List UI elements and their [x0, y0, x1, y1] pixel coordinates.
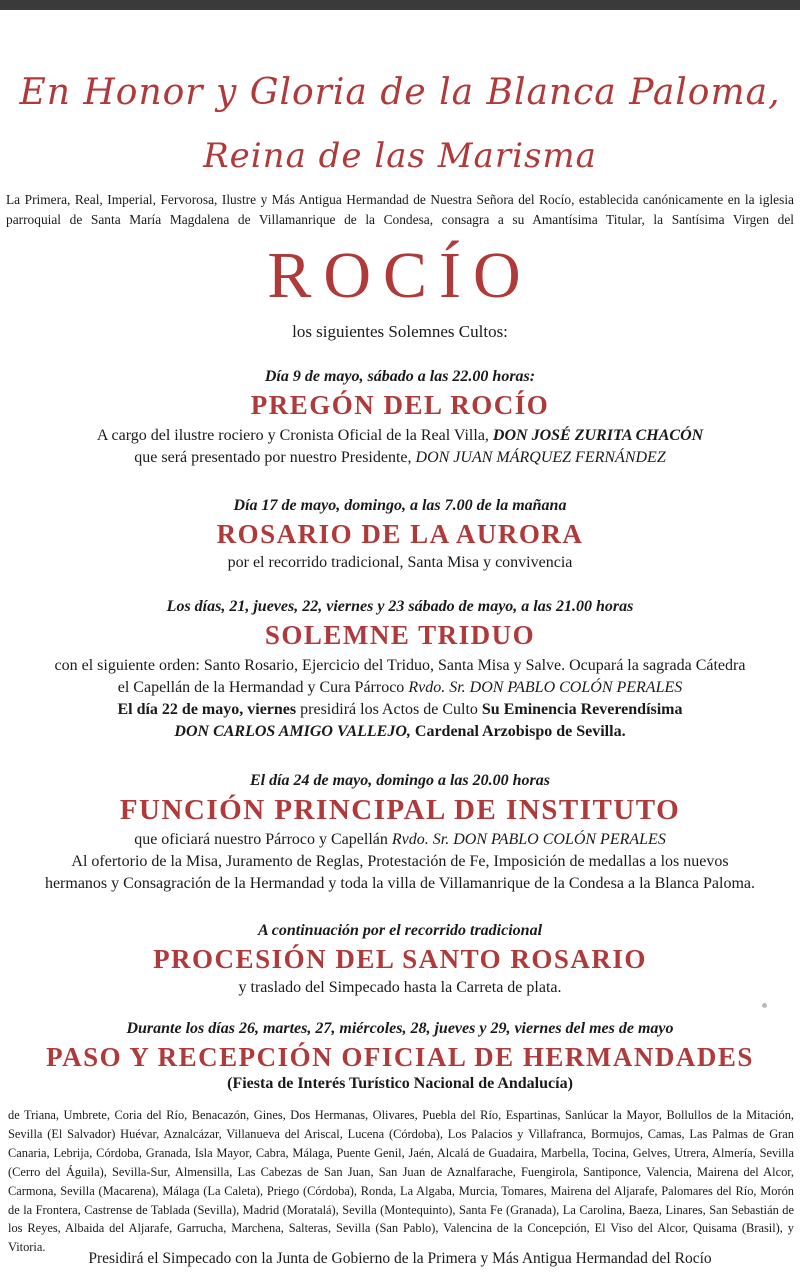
event-text-part: que será presentado por nuestro Presidente, — [134, 449, 416, 466]
event-text-part: que oficiará nuestro Párroco y Capellán — [134, 831, 392, 848]
person-name: DON JOSÉ ZURITA CHACÓN — [492, 427, 704, 444]
event-text: por el recorrido tradicional, Santa Misa y convivencia — [227, 554, 573, 571]
event-text — [0, 829, 800, 851]
event-text — [0, 677, 800, 699]
event-heading: SOLEMNE TRIDUO — [264, 620, 536, 650]
event-text-part: Cardenal Arzobispo de Sevilla. — [410, 723, 626, 740]
event-heading: FUNCIÓN PRINCIPAL DE INSTITUTO — [119, 794, 681, 826]
event-date: Día 9 de mayo, sábado a las 22.00 horas: — [264, 368, 536, 385]
event-text — [0, 425, 800, 447]
heading-script-line2: Reina de las Marisma — [203, 136, 597, 176]
event-date: Día 17 de mayo, domingo, a las 7.00 de la mañana — [233, 497, 567, 514]
event-procesion — [0, 922, 800, 999]
intro-paragraph: La Primera, Real, Imperial, Fervorosa, Ilustre y Más Antigua Hermandad de Nuestra Señora del Rocío, establecida canónicamente en la iglesia parroquial de Santa María Magdalena de Villamanrique de la Condesa, consagra a su Amantísima Titular, la Santísima Virgen del — [6, 192, 794, 227]
event-heading: PREGÓN DEL ROCÍO — [250, 390, 550, 420]
person-name: DON CARLOS AMIGO VALLEJO, — [174, 723, 411, 740]
event-text-part: El día 22 de mayo, viernes — [117, 701, 297, 718]
event-paso — [0, 1020, 800, 1093]
event-text — [0, 699, 800, 721]
event-text: con el siguiente orden: Santo Rosario, Ejercicio del Triduo, Santa Misa y Salve. Ocupará la sagrada Cátedra — [54, 657, 746, 674]
event-date: Los días, 21, jueves, 22, viernes y 23 sábado de mayo, a las 21.00 horas — [166, 598, 634, 615]
event-text: hermanos y Consagración de la Hermandad y toda la villa de Villamanrique de la Condesa a la Blanca Paloma. — [44, 875, 756, 892]
event-subheading: (Fiesta de Interés Turístico Nacional de Andalucía) — [227, 1075, 573, 1092]
event-text: Al ofertorio de la Misa, Juramento de Reglas, Protestación de Fe, Imposición de medallas a los nuevos — [71, 853, 729, 870]
print-speck — [762, 1003, 767, 1008]
event-text: y traslado del Simpecado hasta la Carreta de plata. — [238, 979, 562, 996]
event-text-part: A cargo del ilustre rociero y Cronista Oficial de la Real Villa, — [96, 427, 493, 444]
main-title: ROCÍO — [267, 239, 533, 312]
event-text-part: Su Eminencia Reverendísima — [481, 701, 683, 718]
event-date: El día 24 de mayo, domingo a las 20.00 horas — [249, 772, 551, 789]
event-date: A continuación por el recorrido tradicional — [257, 922, 543, 939]
person-name: DON JUAN MÁRQUEZ FERNÁNDEZ — [415, 449, 666, 466]
event-text — [0, 447, 800, 469]
event-text-part: el Capellán de la Hermandad y Cura Párroco — [117, 679, 409, 696]
event-heading: PASO Y RECEPCIÓN OFICIAL DE HERMANDADES — [46, 1042, 754, 1072]
person-name: Rvdo. Sr. DON PABLO COLÓN PERALES — [408, 679, 683, 696]
hermandades-list: de Triana, Umbrete, Coria del Río, Benacazón, Gines, Dos Hermanas, Olivares, Puebla del Río, Espartinas, Sanlúcar la Mayor, Bollullos de la Mitación, Sevilla (El Salvador) Huévar, Aznalcázar, Villanueva del Ariscal, Lucena (Córdoba), Los Palacios y Villafranca, Bormujos, Camas, Las Palmas de Gran Canaria, Lebrija, Córdoba, Granada, Isla Mayor, Cabra, Málaga, Puente Genil, Jaén, Alcalá de Guadaira, Marbella, Tocina, Gelves, Utrera, Almería, Sevilla (Cerro del Águila), Sevilla-Sur, Almensilla, Las Cabezas de San Juan, San Juan de Aznalfarache, Fuengirola, Santiponce, Valencia, Mairena del Alcor, Carmona, Sevilla (Macarena), Málaga (La Caleta), Priego (Córdoba), Ronda, La Algaba, Murcia, Tomares, Mairena del Aljarafe, Palomares del Río, Morón de la Frontera, Castrense de Tablada (Sevilla), Madrid (Moratalá), Sevilla (Montequinto), Santa Fe (Granada), La Carolina, Baeza, Linares, San Sebastián de los Reyes, Albaida del Aljarafe, Garrucha, Marchena, Salteras, Sevilla (San Pablo), Valencina de la Concepción, El Viso del Alcor, Quisama (Brasil), y Vitoria. — [8, 1108, 794, 1255]
event-triduo — [0, 598, 800, 743]
event-date: Durante los días 26, martes, 27, miércoles, 28, jueves y 29, viernes del mes de mayo — [126, 1020, 674, 1037]
event-heading: PROCESIÓN DEL SANTO ROSARIO — [153, 944, 647, 974]
event-text — [0, 721, 800, 743]
event-pregon — [0, 368, 800, 469]
heading-script-line1: En Honor y Gloria de la Blanca Paloma, — [19, 72, 781, 113]
event-text-part: presidirá los Actos de Culto — [296, 701, 482, 718]
event-rosario — [0, 497, 800, 574]
person-name: Rvdo. Sr. DON PABLO COLÓN PERALES — [391, 831, 666, 848]
event-funcion — [0, 772, 800, 895]
event-heading: ROSARIO DE LA AURORA — [216, 519, 584, 549]
subtitle: los siguientes Solemnes Cultos: — [292, 322, 508, 341]
closing-line: Presidirá el Simpecado con la Junta de Gobierno de la Primera y Más Antigua Hermandad del Rocío — [88, 1250, 712, 1267]
